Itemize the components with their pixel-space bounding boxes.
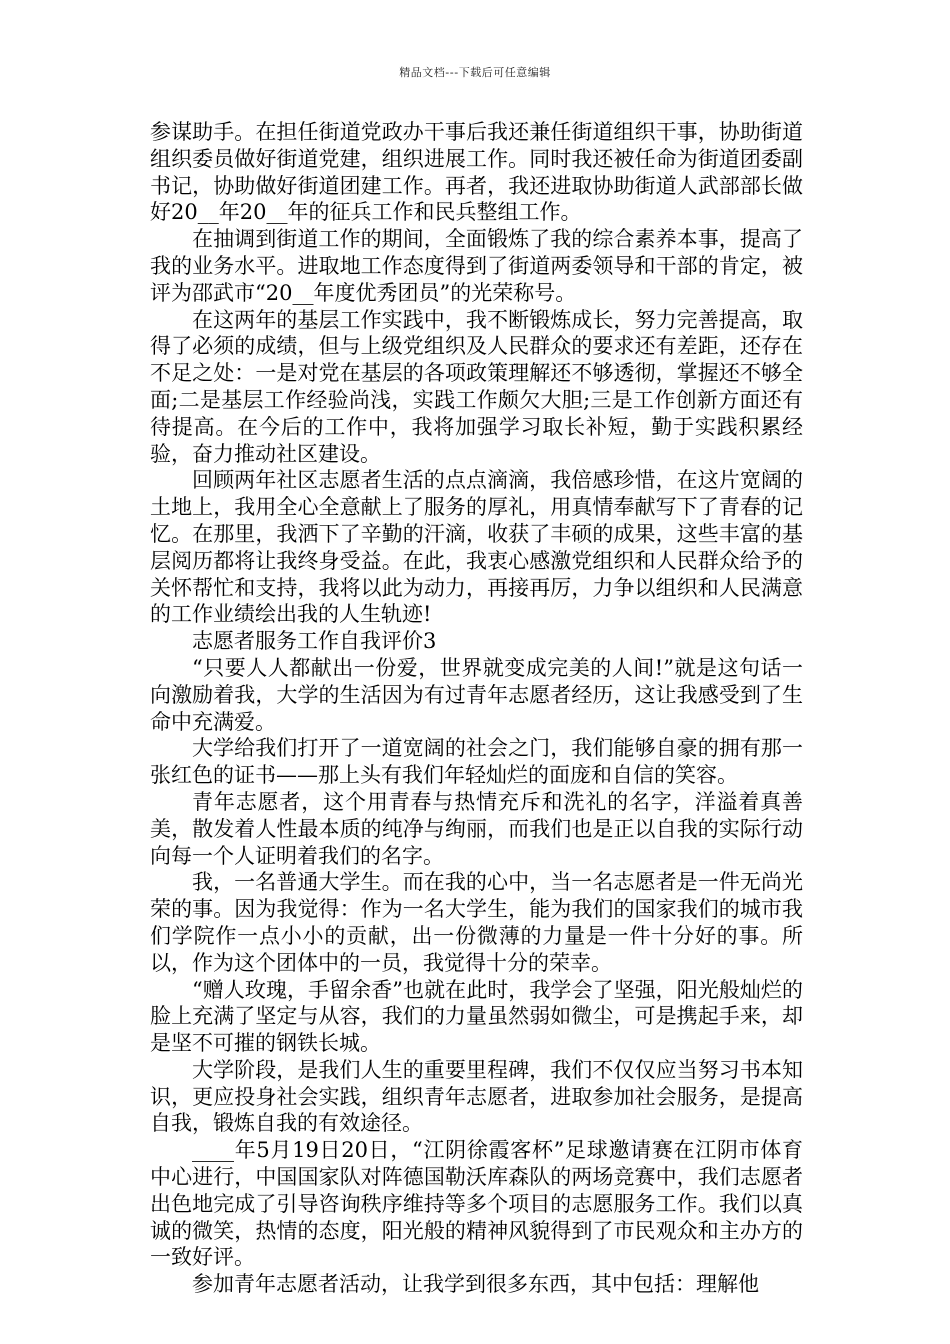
paragraph: “只要人人都献出一份爱，世界就变成完美的人间!”就是这句话一向激励着我，大学的生活因为有过青年志愿者经历，这让我感受到了生命中充满爱。 [150,655,803,734]
paragraph: 回顾两年社区志愿者生活的点点滴滴，我倍感珍惜，在这片宽阔的土地上，我用全心全意献上了服务的厚礼，用真情奉献写下了青春的记忆。在那里，我洒下了辛勤的汗滴，收获了丰硕的成果，这些丰富的基层阅历都将让我终身受益。在此，我衷心感激党组织和人民群众给予的关怀帮忙和支持，我将以此为动力，再接再厉，力争以组织和人民满意的工作业绩绘出我的人生轨迹! [150,468,803,627]
paragraph: “赠人玫瑰，手留余香”也就在此时，我学会了坚强，阳光般灿烂的脸上充满了坚定与从容，我们的力量虽然弱如微尘，可是携起手来，却是坚不可摧的钢铁长城。 [150,977,803,1056]
paragraph: 在这两年的基层工作实践中，我不断锻炼成长，努力完善提高，取得了必须的成绩，但与上级党组织及人民群众的要求还有差距，还存在不足之处：一是对党在基层的各项政策理解还不够透彻，掌握还不够全面;二是基层工作经验尚浅，实践工作颇欠大胆;三是工作创新方面还有待提高。在今后的工作中，我将加强学习取长补短，勤于实践积累经验，奋力推动社区建设。 [150,307,803,466]
paragraph: 我，一名普通大学生。而在我的心中，当一名志愿者是一件无尚光荣的事。因为我觉得：作为一名大学生，能为我们的国家我们的城市我们学院作一点小小的贡献，出一份微薄的力量是一件十分好的事。所以，作为这个团体中的一员，我觉得十分的荣幸。 [150,870,803,975]
document-body [150,119,803,1298]
paragraph: 参谋助手。在担任街道党政办干事后我还兼任街道组织干事，协助街道组织委员做好街道党建，组织进展工作。同时我还被任命为街道团委副书记，协助做好街道团建工作。再者，我还进取协助街道人武部部长做好20__年20__年的征兵工作和民兵整组工作。 [150,120,803,225]
section-heading: 志愿者服务工作自我评价3 [192,629,437,654]
paragraph: 青年志愿者，这个用青春与热情充斥和洗礼的名字，洋溢着真善美，散发着人性最本质的纯净与绚丽，而我们也是正以自我的实际行动向每一个人证明着我们的名字。 [150,789,803,868]
paragraph: ____年5月19日20日，“江阴徐霞客杯”足球邀请赛在江阴市体育中心进行，中国国家队对阵德国勒沃库森队的两场竞赛中，我们志愿者出色地完成了引导咨询秩序维持等多个项目的志愿服务工作。我们以真诚的微笑，热情的态度，阳光般的精神风貌得到了市民观众和主办方的一致好评。 [150,1138,803,1270]
page-header: 精品文档---下载后可任意编辑 [399,66,551,79]
paragraph: 参加青年志愿者活动，让我学到很多东西，其中包括：理解他 [192,1272,759,1297]
paragraph: 在抽调到街道工作的期间，全面锻炼了我的综合素养本事，提高了我的业务水平。进取地工作态度得到了街道两委领导和干部的肯定，被评为邵武市“20__年度优秀团员”的光荣称号。 [150,227,803,305]
paragraph: 大学给我们打开了一道宽阔的社会之门，我们能够自豪的拥有那一张红色的证书——那上头有我们年轻灿烂的面庞和自信的笑容。 [150,736,803,788]
paragraph: 大学阶段，是我们人生的重要里程碑，我们不仅仅应当努习书本知识，更应投身社会实践，组织青年志愿者，进取参加社会服务，是提高自我，锻炼自我的有效途径。 [150,1057,803,1136]
